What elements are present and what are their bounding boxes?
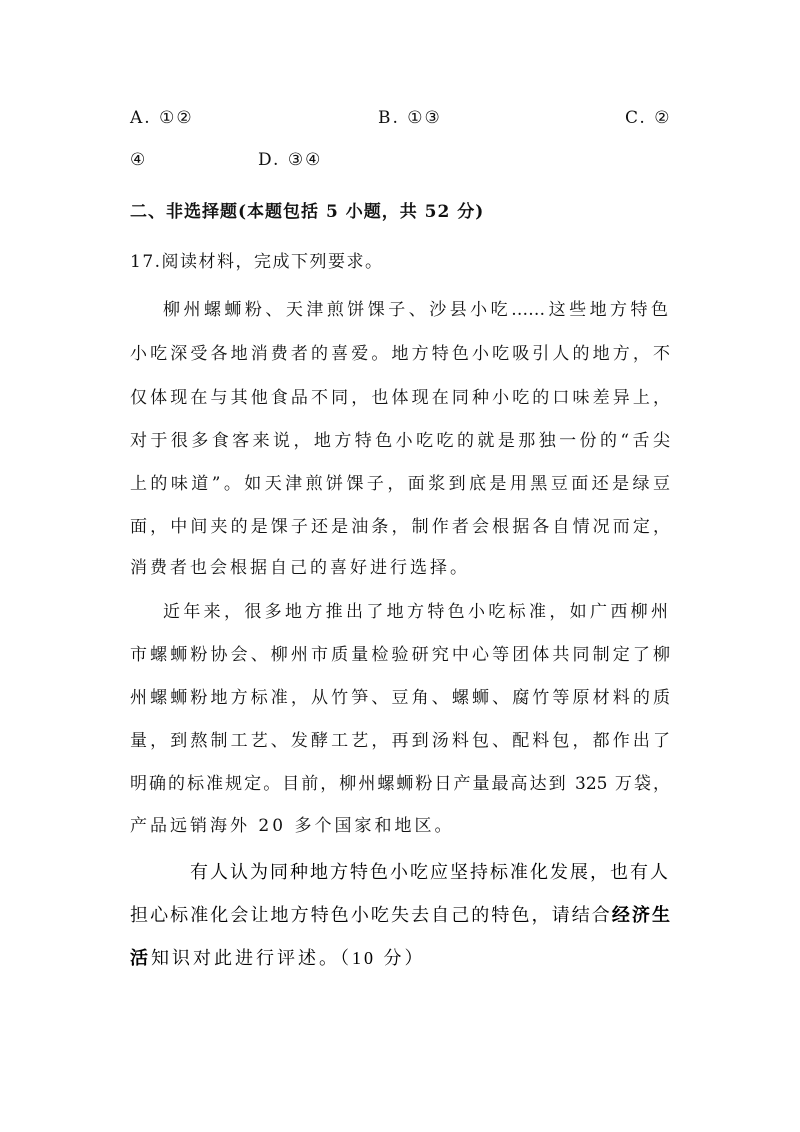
task-line bbox=[130, 900, 670, 930]
option-c: C. ② bbox=[625, 108, 672, 128]
task-text: 知识对此进行评述。（10 分） bbox=[151, 948, 426, 968]
option-b: B. ①③ bbox=[378, 108, 442, 128]
paragraph-line: 产品远销海外 20 多个国家和地区。 bbox=[130, 816, 455, 836]
paragraph-line: 上的味道”。如天津煎饼馃子，面浆到底是用黑豆面还是绿豆 bbox=[130, 474, 670, 494]
option-d: D. ③④ bbox=[258, 150, 323, 170]
paragraph-line: 面，中间夹的是馃子还是油条，制作者会根据各自情况而定， bbox=[130, 517, 670, 537]
task-emphasis: 活 bbox=[130, 948, 151, 968]
paragraph-line: 消费者也会根据自己的喜好进行选择。 bbox=[130, 558, 470, 578]
task-line: 有人认为同种地方特色小吃应坚持标准化发展，也有人 bbox=[190, 862, 668, 882]
option-c-continued: ④ bbox=[130, 150, 148, 170]
paragraph-line: 对于很多食客来说，地方特色小吃吃的就是那独一份的“舌尖 bbox=[130, 431, 670, 451]
task-text: 担心标准化会让地方特色小吃失去自己的特色，请结合 bbox=[130, 905, 612, 925]
option-a: A. ①② bbox=[130, 108, 194, 128]
paragraph-line: 量，到熬制工艺、发酵工艺，再到汤料包、配料包，都作出了 bbox=[130, 731, 670, 751]
paragraph-line: 近年来，很多地方推出了地方特色小吃标准，如广西柳州 bbox=[163, 602, 668, 622]
paragraph-line: 明确的标准规定。目前，柳州螺蛳粉日产量最高达到 325 万袋， bbox=[130, 774, 670, 794]
section-heading: 二、非选择题(本题包括 5 小题，共 52 分) bbox=[130, 202, 485, 222]
paragraph-line: 仅体现在与其他食品不同，也体现在同种小吃的口味差异上， bbox=[130, 388, 670, 408]
paragraph-line: 柳州螺蛳粉、天津煎饼馃子、沙县小吃……这些地方特色 bbox=[163, 300, 668, 320]
question-17-stem: 17.阅读材料，完成下列要求。 bbox=[130, 252, 384, 272]
paragraph-line: 市螺蛳粉协会、柳州市质量检验研究中心等团体共同制定了柳 bbox=[130, 645, 670, 665]
paragraph-line: 州螺蛳粉地方标准，从竹笋、豆角、螺蛳、腐竹等原材料的质 bbox=[130, 688, 670, 708]
paragraph-line: 小吃深受各地消费者的喜爱。地方特色小吃吸引人的地方，不 bbox=[130, 344, 670, 364]
task-line bbox=[130, 943, 426, 973]
task-emphasis: 经济生 bbox=[611, 905, 670, 925]
